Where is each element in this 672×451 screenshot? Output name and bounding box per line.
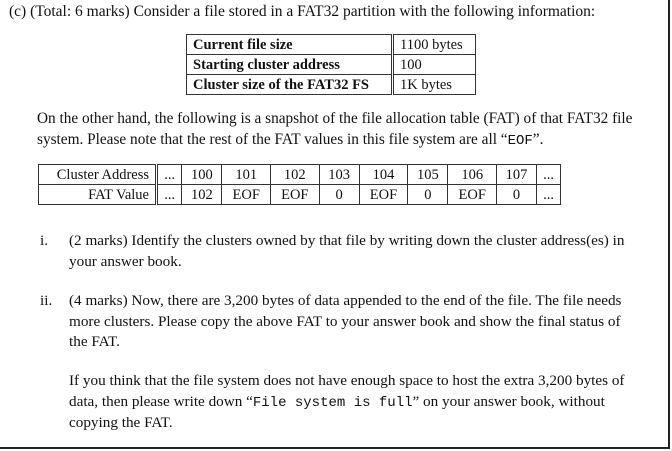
part-i — [40, 231, 640, 275]
table-cell: ... — [537, 165, 561, 185]
file-size-label: Current file size — [187, 35, 393, 55]
table-cell: 101 — [222, 165, 271, 185]
file-system-full-code: File system is full — [252, 394, 413, 411]
file-info-table — [186, 34, 476, 95]
table-row — [39, 165, 561, 185]
part-i-text: (2 marks) Identify the clusters owned by that file by writing down the cluster address(es) in your answer book. — [69, 232, 625, 270]
note-end: ” on your answer book, without copying the FAT. — [69, 392, 605, 431]
cluster-size-label: Cluster size of the FAT32 FS — [187, 75, 393, 95]
part-ii-note — [69, 371, 635, 434]
table-cell: 0 — [319, 185, 359, 205]
file-size-value: 1100 bytes — [393, 35, 476, 55]
part-i-number: i. — [40, 232, 49, 249]
paragraph-end: ”. — [532, 131, 544, 148]
paragraph-text: On the other hand, the following is a snapshot of the file allocation table (FAT) of that FAT32 file system. Please note that the rest of the FAT values in this file system are all “ — [37, 110, 633, 148]
table-cell: EOF — [271, 185, 320, 205]
table-cell: 106 — [448, 165, 497, 185]
start-cluster-value: 100 — [393, 55, 476, 75]
cluster-address-header: Cluster Address — [39, 165, 157, 185]
table-row — [187, 75, 476, 95]
part-ii — [40, 291, 640, 431]
table-cell: ... — [157, 165, 182, 185]
table-cell: ... — [537, 185, 561, 205]
table-cell: ... — [157, 185, 182, 205]
fat-value-header: FAT Value — [39, 185, 157, 205]
table-row — [187, 55, 476, 75]
table-cell: 103 — [319, 165, 359, 185]
table-cell: 0 — [497, 185, 537, 205]
table-cell: EOF — [448, 185, 497, 205]
question-heading: (c) (Total: 6 marks) Consider a file stored in a FAT32 partition with the following information: — [9, 3, 596, 20]
table-cell: 107 — [497, 165, 537, 185]
table-cell: 104 — [359, 165, 408, 185]
table-cell: 0 — [408, 185, 448, 205]
table-cell: 102 — [271, 165, 320, 185]
fat-intro-paragraph — [37, 108, 637, 152]
table-cell: 105 — [408, 165, 448, 185]
fat-table — [38, 164, 561, 205]
eof-code: EOF — [507, 133, 533, 149]
start-cluster-label: Starting cluster address — [187, 55, 393, 75]
table-cell: EOF — [222, 185, 271, 205]
table-cell: EOF — [359, 185, 408, 205]
part-ii-number: ii. — [40, 292, 53, 309]
table-row — [39, 185, 561, 205]
table-cell: 100 — [182, 165, 222, 185]
cluster-size-value: 1K bytes — [393, 75, 476, 95]
part-ii-text: (4 marks) Now, there are 3,200 bytes of data appended to the end of the file. The file needs more clusters. Please copy the above FAT to your answer book and show the final status of the FAT. — [69, 292, 622, 350]
note-text: If you think that the file system does not have enough space to host the extra 3,200 bytes of data, then please write down “ — [69, 372, 625, 410]
table-cell: 102 — [182, 185, 222, 205]
table-row — [187, 35, 476, 55]
